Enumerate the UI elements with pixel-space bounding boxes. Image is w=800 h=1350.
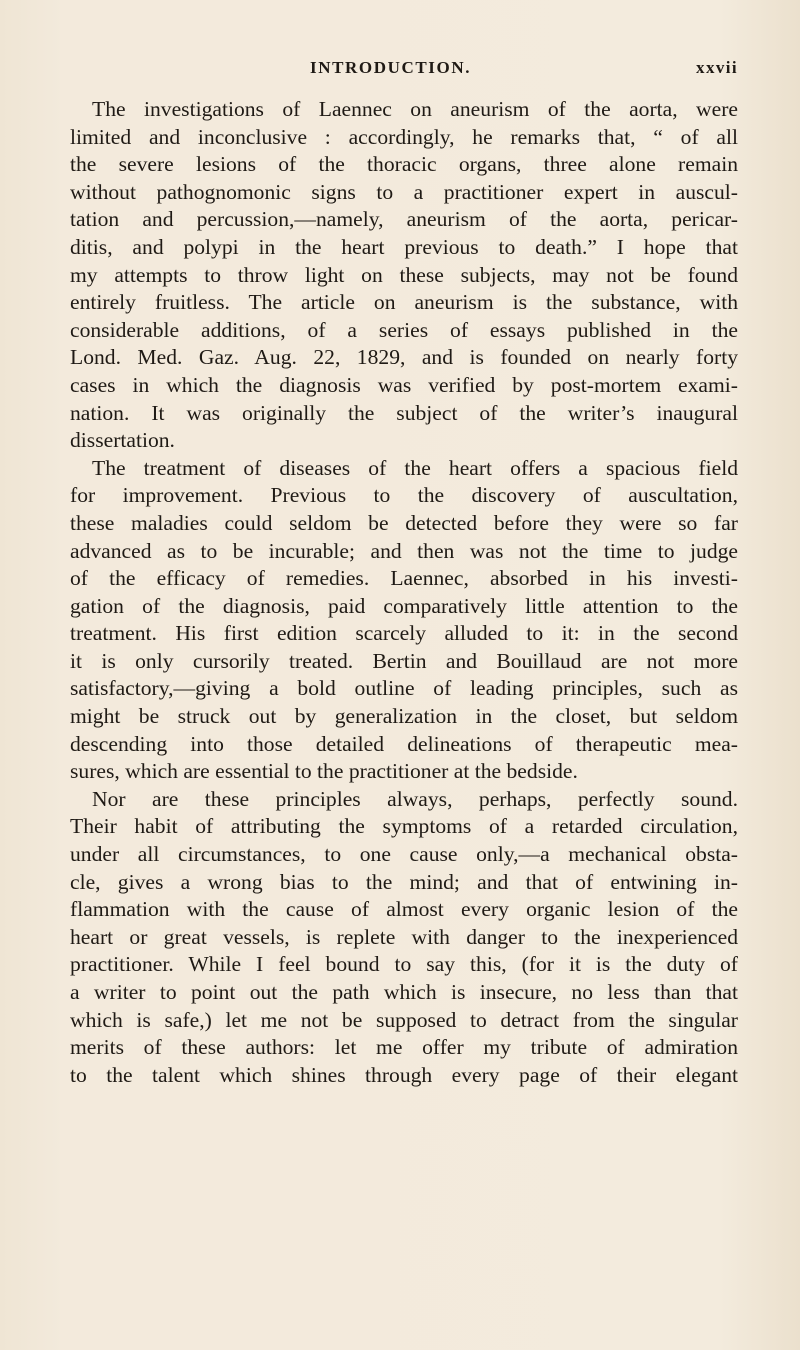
text-line: under all circumstances, to one cause only,—a mechanical obsta- xyxy=(70,842,738,867)
text-line: treatment. His first edition scarcely alluded to it: in the second xyxy=(70,621,738,646)
text-line: entirely fruitless. The article on aneurism is the substance, with xyxy=(70,290,738,315)
body-text xyxy=(70,96,738,1089)
running-title: INTRODUCTION. xyxy=(310,58,472,77)
text-line: which is safe,) let me not be supposed to detract from the singular xyxy=(70,1007,738,1032)
text-line: dissertation. xyxy=(70,428,175,453)
text-line: of the efficacy of remedies. Laennec, absorbed in his investi- xyxy=(70,566,738,591)
text-line: flammation with the cause of almost every organic lesion of the xyxy=(70,897,738,922)
text-line: to the talent which shines through every page of their elegant xyxy=(70,1062,738,1087)
text-line: nation. It was originally the subject of the writer’s inaugural xyxy=(70,400,738,425)
text-line: ditis, and polypi in the heart previous to death.” I hope that xyxy=(70,234,738,259)
text-line: The treatment of diseases of the heart offers a spacious field xyxy=(92,455,738,480)
text-line: my attempts to throw light on these subjects, may not be found xyxy=(70,262,738,287)
text-line: The investigations of Laennec on aneurism of the aorta, were xyxy=(92,97,738,121)
text-line: practitioner. While I feel bound to say this, (for it is the duty of xyxy=(70,952,738,977)
text-line: these maladies could seldom be detected before they were so far xyxy=(70,510,738,535)
text-line: tation and percussion,—namely, aneurism of the aorta, pericar- xyxy=(70,207,738,232)
text-line: heart or great vessels, is replete with danger to the inexperienced xyxy=(70,924,738,949)
text-line: might be struck out by generalization in the closet, but seldom xyxy=(70,704,738,729)
text-line: gation of the diagnosis, paid comparatively little attention to the xyxy=(70,593,738,618)
running-head xyxy=(70,58,738,80)
page-number: xxvii xyxy=(696,58,738,77)
text-line: cases in which the diagnosis was verified by post-mortem exami- xyxy=(70,372,738,397)
text-line: it is only cursorily treated. Bertin and Bouillaud are not more xyxy=(70,648,738,673)
text-line: without pathognomonic signs to a practitioner expert in auscul- xyxy=(70,179,738,204)
text-line: limited and inconclusive : accordingly, he remarks that, “ of all xyxy=(70,124,738,149)
text-line: cle, gives a wrong bias to the mind; and that of entwining in- xyxy=(70,869,738,894)
text-line: advanced as to be incurable; and then was not the time to judge xyxy=(70,538,738,563)
text-line: sures, which are essential to the practitioner at the bedside. xyxy=(70,759,578,784)
text-line: a writer to point out the path which is insecure, no less than that xyxy=(70,980,738,1004)
text-line: descending into those detailed delineations of therapeutic mea- xyxy=(70,731,738,756)
text-line: merits of these authors: let me offer my tribute of admiration xyxy=(70,1035,738,1060)
text-line: considerable additions, of a series of essays published in the xyxy=(70,317,738,342)
text-line: the severe lesions of the thoracic organs, three alone remain xyxy=(70,152,738,177)
text-line: satisfactory,—giving a bold outline of leading principles, such as xyxy=(70,676,738,701)
text-line: Their habit of attributing the symptoms of a retarded circulation, xyxy=(70,814,738,839)
text-line: for improvement. Previous to the discovery of auscultation, xyxy=(70,483,738,508)
text-line: Nor are these principles always, perhaps, perfectly sound. xyxy=(92,786,738,811)
text-line: Lond. Med. Gaz. Aug. 22, 1829, and is founded on nearly forty xyxy=(70,345,738,370)
